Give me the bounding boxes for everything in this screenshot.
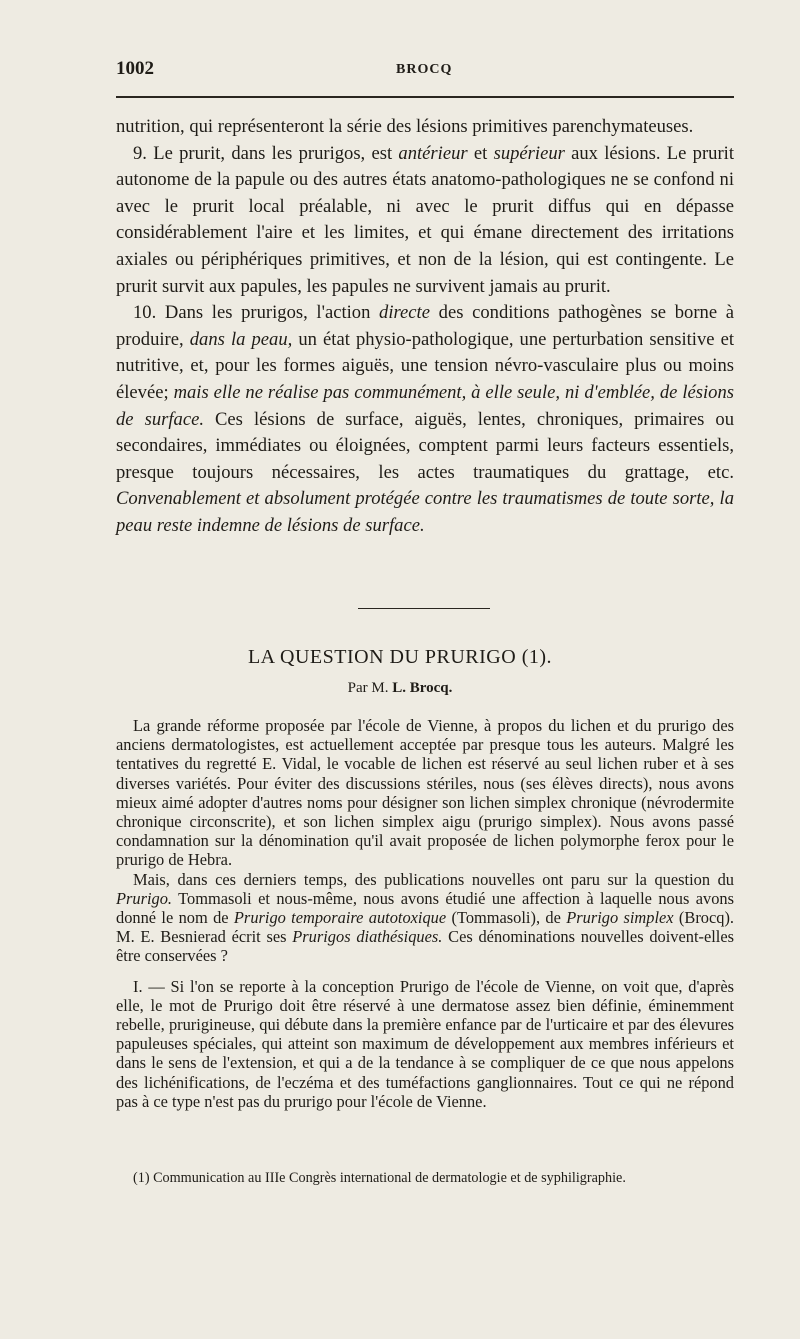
paragraph-9: 9. Le prurit, dans les prurigos, est antérieur et supérieur aux lésions. Le prurit autonome de la papule ou des autres états anatomo-pathologiques ne se confond ni avec le prurit local préalable, ni avec le prurit diffus qui en dépasse considérablement l'aire et les limites, et qui émane directement des irritations axiales ou périphériques primitives, et non de la lésion, qui est contingente. Le prurit survit aux papules, les papules ne survivent jamais au prurit. bbox=[116, 142, 734, 297]
paragraph: nutrition, qui représenteront la série des lésions primitives parenchymateuses. bbox=[116, 116, 694, 137]
author-name: L. Brocq. bbox=[392, 680, 453, 696]
header-rule bbox=[116, 96, 734, 98]
footnote: (1) Communication au IIIe Congrès international de dermatologie et de syphiligraphie. bbox=[133, 1170, 626, 1186]
page-number: 1002 bbox=[116, 58, 154, 79]
page-header bbox=[116, 58, 734, 88]
byline: Par M. L. Brocq. bbox=[347, 680, 453, 696]
running-head: BROCQ bbox=[396, 62, 453, 77]
section-a bbox=[116, 114, 734, 540]
paragraph: La grande réforme proposée par l'école de Vienne, à propos du lichen et du prurigo des anciens dermatologistes, est actuellement acceptée par presque tous les auteurs. Malgré les tentatives du regretté E. Vidal, le vocable de lichen est réservé au seul lichen ruber et à ses diverses variétés. Pour éviter des discussions stériles, nous (ses élèves directs), nous avons mieux aimé adopter d'autres noms pour désigner son lichen simplex chronique (névrodermite chronique circonscrite), et son lichen simplex aigu (prurigo simplex). Nous avons passé condamnation sur la dénomination qu'il avait proposée de lichen polymorphe ferox pour le prurigo de Hebra. bbox=[116, 716, 734, 870]
paragraph: Mais, dans ces derniers temps, des publications nouvelles ont paru sur la question du Prurigo. Tommasoli et nous-même, nous avons étudié une affection à laquelle nous avons donné le nom de Prurigo temporaire autotoxique (Tommasoli), de Prurigo simplex (Brocq). M. E. Besnierad écrit ses Prurigos diathésiques. Ces dénominations nouvelles doivent-elles être conservées ? bbox=[116, 869, 735, 966]
section-b bbox=[116, 716, 734, 1111]
paragraph-10: 10. Dans les prurigos, l'action directe des conditions pathogènes se borne à produire, dans la peau, un état physio-pathologique, une perturbation sensitive et nutritive, et, pour les formes aiguës, une tension névro-vasculaire plus ou moins élevée; mais elle ne réalise pas communément, à elle seule, ni d'emblée, de lésions de surface. Ces lésions de surface, aiguës, lentes, chroniques, primaires ou secondaires, immédiates ou éloignées, comptent parmi leurs facteurs essentiels, presque toujours nécessaires, les actes traumatiques du grattage, etc. Convenablement et absolument protégée contre les traumatismes de toute sorte, la peau reste indemne de lésions de surface. bbox=[116, 302, 734, 536]
section-separator bbox=[358, 608, 490, 609]
article-title: LA QUESTION DU PRURIGO (1). bbox=[247, 646, 553, 668]
paragraph-i: I. — Si l'on se reporte à la conception Prurigo de l'école de Vienne, on voit que, d'après elle, le mot de Prurigo doit être réservé à une dermatose assez bien définie, éminemment rebelle, prurigineuse, qui débute dans la première enfance par de l'urticaire et par des élevures papuleuses spéciales, qui atteint son maximum de développement aux membres inférieurs et dans le sens de l'extension, et qui a de la tendance à se compliquer de ce que nous appelons des lichénifications, de l'eczéma et des tuméfactions ganglionnaires. Tout ce qui ne répond pas à ce type n'est pas du prurigo pour l'école de Vienne. bbox=[116, 976, 734, 1111]
